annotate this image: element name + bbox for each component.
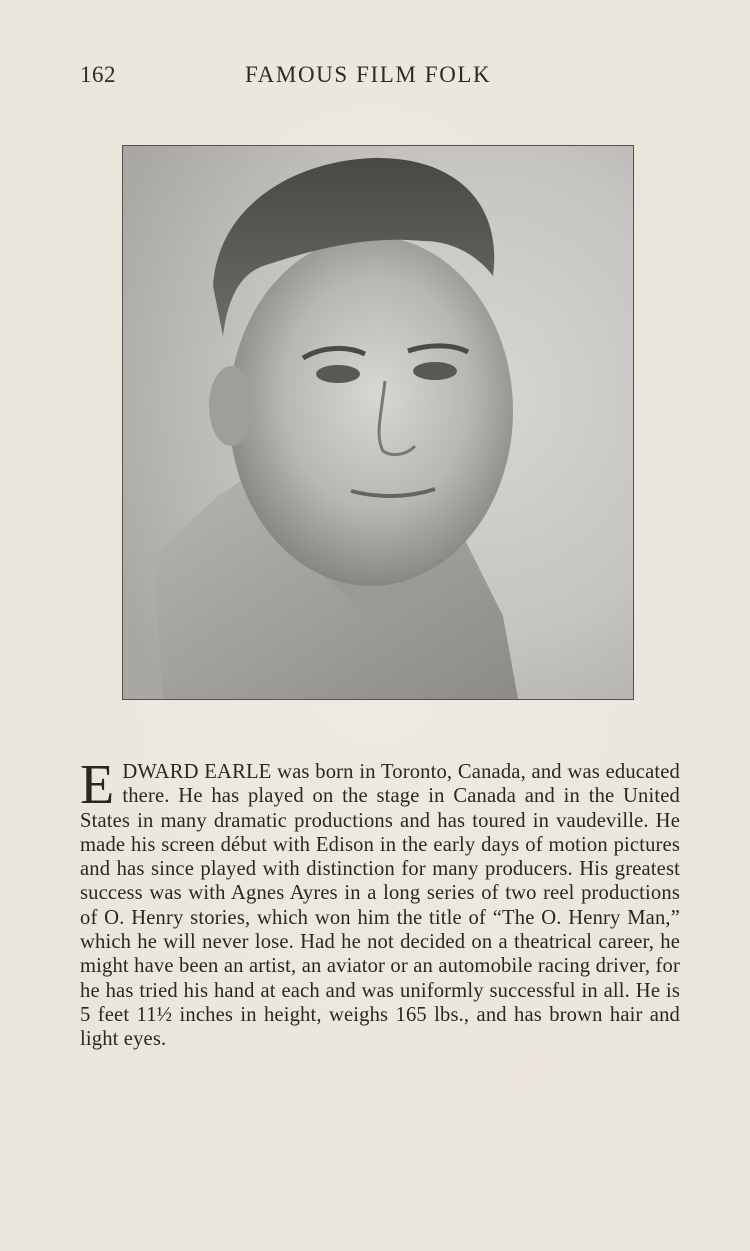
biography-paragraph bbox=[80, 754, 680, 1052]
running-head: FAMOUS FILM FOLK bbox=[245, 62, 492, 87]
portrait-image bbox=[123, 146, 633, 699]
biography-text: DWARD EARLE was born in Toronto, Canada, and was educated there. He has played on the stage in Canada and in the United States in many dramatic productions and has toured in vaudeville. He made his screen début with Edison in the early days of motion pictures and has since played with distinction for many producers. His greatest success was with Agnes Ayres in a long series of two reel productions of O. Henry stories, which won him the title of “The O. Henry Man,” which he will never lose. Had he not decided on a theatrical career, he might have been an artist, an aviator or an automobile racing driver, for he has tried his hand at each and was uniformly successful in all. He is 5 feet 11½ inches in height, weighs 165 lbs., and has brown hair and light eyes. bbox=[80, 761, 680, 1051]
portrait-photo bbox=[122, 145, 634, 700]
page-header bbox=[80, 62, 680, 96]
page-number: 162 bbox=[80, 62, 116, 87]
drop-cap: E bbox=[80, 754, 115, 816]
